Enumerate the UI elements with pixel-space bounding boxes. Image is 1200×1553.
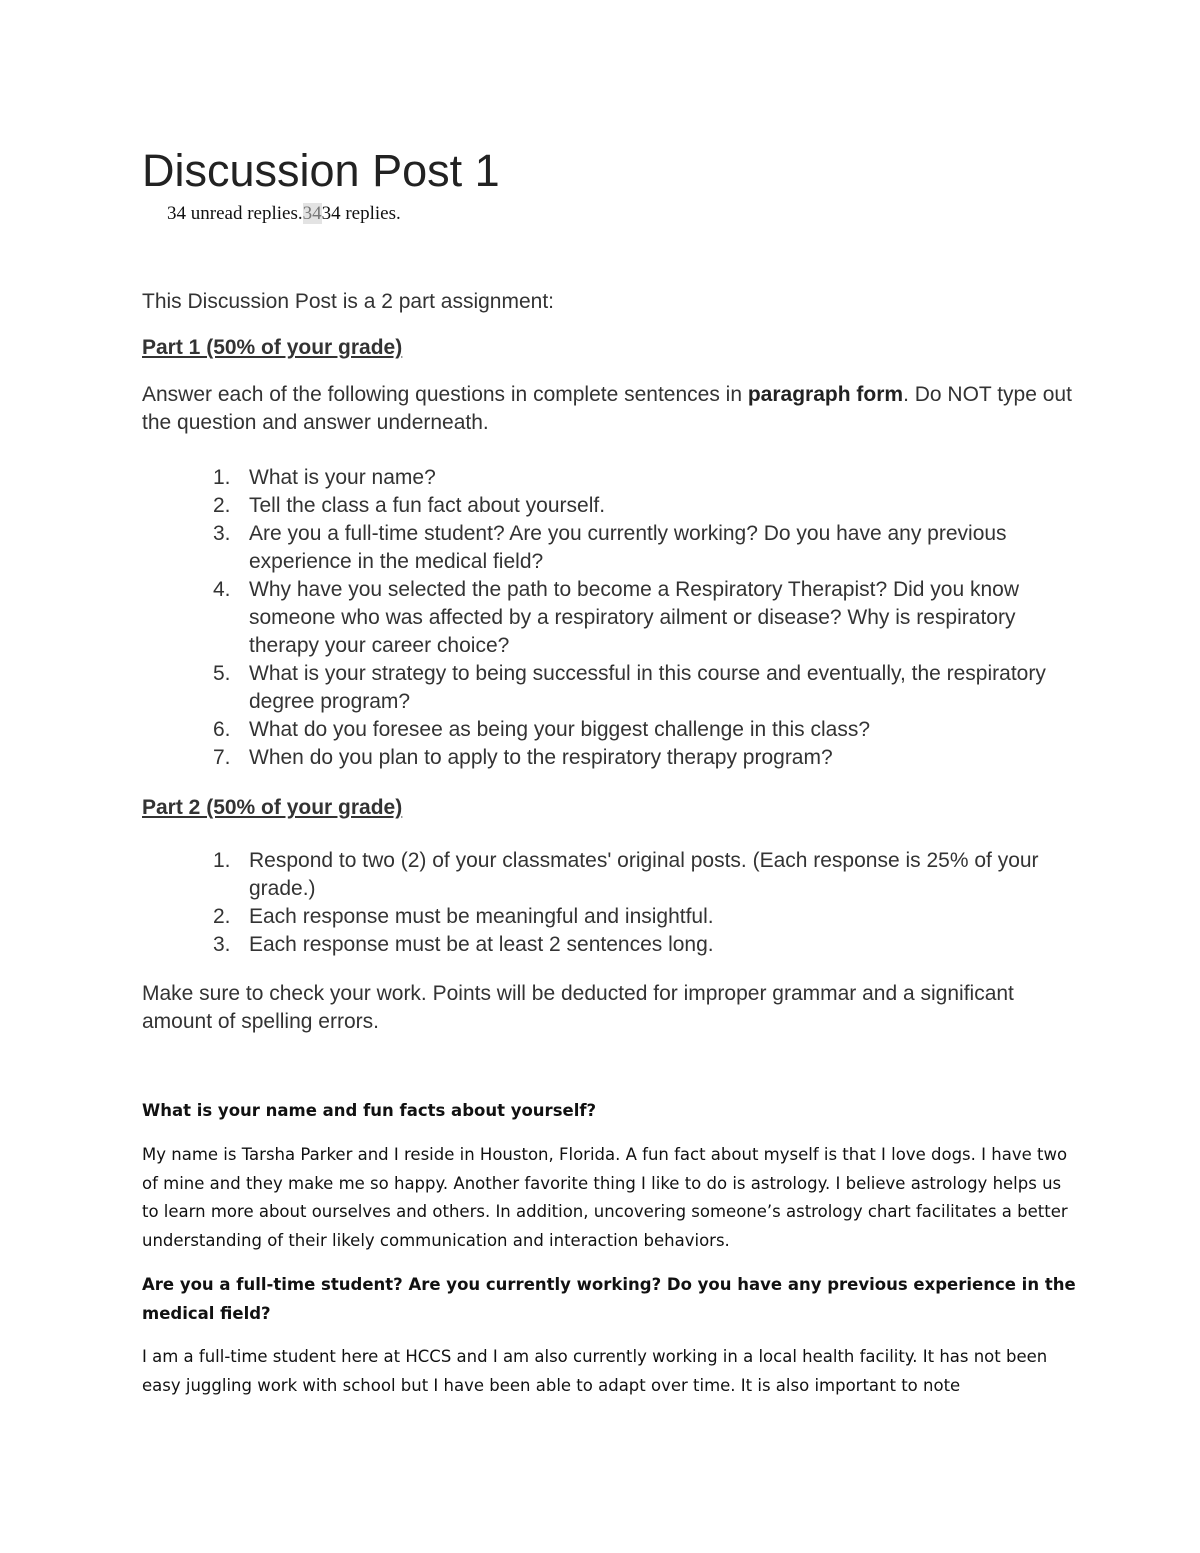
total-replies: 34 replies.	[321, 203, 401, 224]
unread-badge: 34	[302, 203, 322, 224]
list-number: 4.	[213, 578, 231, 601]
list-text: Each response must be at least 2 sentences long.	[249, 933, 714, 956]
intro-text: This Discussion Post is a 2 part assignment:	[142, 290, 555, 313]
reply-count	[167, 202, 401, 226]
closing-text: Make sure to check your work. Points will be deducted for improper grammar and a significant amount of spelling errors.	[142, 982, 1014, 1033]
answer-heading-2: Are you a full-time student? Are you currently working? Do you have any previous experience in the medical field?	[142, 1275, 1076, 1323]
list-item	[142, 744, 1082, 772]
list-text: When do you plan to apply to the respiratory therapy program?	[249, 746, 833, 769]
list-number: 6.	[213, 718, 231, 741]
instruction-start: Answer each of the following questions in complete sentences in	[142, 383, 748, 406]
list-item	[142, 847, 1082, 903]
list-number: 2.	[213, 494, 231, 517]
list-text: Tell the class a fun fact about yourself.	[249, 494, 606, 517]
list-number: 1.	[213, 466, 231, 489]
page-title: Discussion Post 1	[142, 145, 500, 196]
list-item	[142, 903, 1082, 931]
list-item	[142, 464, 1082, 492]
list-item	[142, 576, 1082, 660]
list-item	[142, 931, 1082, 959]
list-number: 1.	[213, 849, 231, 872]
list-text: Respond to two (2) of your classmates' original posts. (Each response is 25% of your grade.)	[249, 849, 1039, 900]
part1-heading: Part 1 (50% of your grade)	[142, 336, 403, 359]
list-number: 7.	[213, 746, 231, 769]
part1-instruction	[142, 381, 1082, 437]
part2-heading: Part 2 (50% of your grade)	[142, 796, 403, 819]
list-number: 3.	[213, 933, 231, 956]
list-number: 5.	[213, 662, 231, 685]
answer-body-1: My name is Tarsha Parker and I reside in Houston, Florida. A fun fact about myself is that I love dogs. I have two of mine and they make me so happy. Another favorite thing I like to do is astrology. I believe astrology helps us to learn more about ourselves and others. In addition, uncovering someone’s astrology chart facilitates a better understanding of their likely communication and interaction behaviors.	[142, 1145, 1068, 1250]
list-item	[142, 716, 1082, 744]
list-text: What do you foresee as being your biggest challenge in this class?	[249, 718, 871, 741]
part1-question-list	[142, 464, 1082, 772]
list-item	[142, 660, 1082, 716]
unread-replies: 34 unread replies.	[167, 203, 303, 224]
instruction-bold: paragraph form	[747, 383, 904, 406]
list-text: Why have you selected the path to become a Respiratory Therapist? Did you know someone who was affected by a respiratory ailment or disease? Why is respiratory therapy your career choice?	[249, 578, 1020, 657]
list-item	[142, 492, 1082, 520]
answer-heading-1: What is your name and fun facts about yourself?	[142, 1101, 597, 1120]
answer-body-2: I am a full-time student here at HCCS and I am also currently working in a local health facility. It has not been easy juggling work with school but I have been able to adapt over time. It is also important to note	[142, 1347, 1048, 1395]
list-number: 2.	[213, 905, 231, 928]
list-item	[142, 520, 1082, 576]
instruction-end: . Do NOT type out the question and answer underneath.	[142, 383, 1072, 434]
part2-item-list	[142, 847, 1082, 959]
list-text: What is your strategy to being successful in this course and eventually, the respiratory degree program?	[249, 662, 1046, 713]
list-text: Each response must be meaningful and insightful.	[249, 905, 714, 928]
list-text: What is your name?	[249, 466, 436, 489]
list-text: Are you a full-time student? Are you currently working? Do you have any previous experience in the medical field?	[249, 522, 1007, 573]
list-number: 3.	[213, 522, 231, 545]
